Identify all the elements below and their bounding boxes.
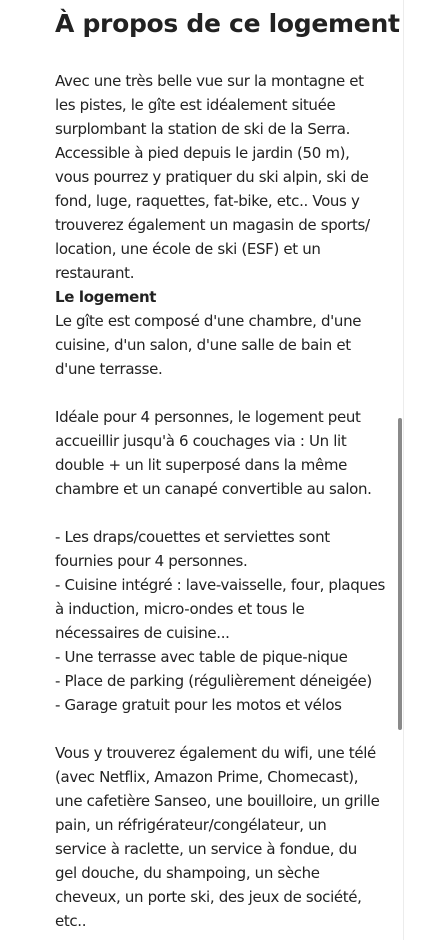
scrollbar-thumb[interactable] [398,418,402,730]
logement-heading: Le logement [55,288,157,306]
section-title: À propos de ce logement [55,9,400,38]
logement-paragraph: Le gîte est composé d'une chambre, d'une cuisine, d'un salon, d'une salle de bain et d'une terrasse. Idéale pour 4 personnes, le logement peut accueillir jusqu'à 6 couchages via : Un lit double + un lit superposé dans la même chambre et un canapé convertible au salon. - Les draps/couettes et serviettes sont fournies pour 4 personnes. - Cuisine intégré : lave-vaisselle, four, plaques à induction, micro-ondes et tous le nécessaires de cuisine... - Une terrasse avec table de pique-nique - Place de parking (régulièrement déneigée) - Garage gratuit pour les motos et vélos Vous y trouverez également du wifi, une télé (avec Netflix, Amazon Prime, Chomecast), une cafetière Sanseo, une bouilloire, un grille pain, un réfrigérateur/congélateur, un service à raclette, un service à fondue, du gel douche, du shampoing, un sèche cheveux, un porte ski, des jeux de société, etc.. [55,312,385,930]
intro-paragraph: Avec une très belle vue sur la montagne et les pistes, le gîte est idéalement située surplombant la station de ski de la Serra. Accessible à pied depuis le jardin (50 m), vous pourrez y pratiquer du ski alpin, ski de fond, luge, raquettes, fat-bike, etc.. Vous y trouverez également un magasin de sports/ location, une école de ski (ESF) et un restaurant. [55,72,370,282]
panel-right-border [403,0,404,940]
description-content [55,6,400,933]
